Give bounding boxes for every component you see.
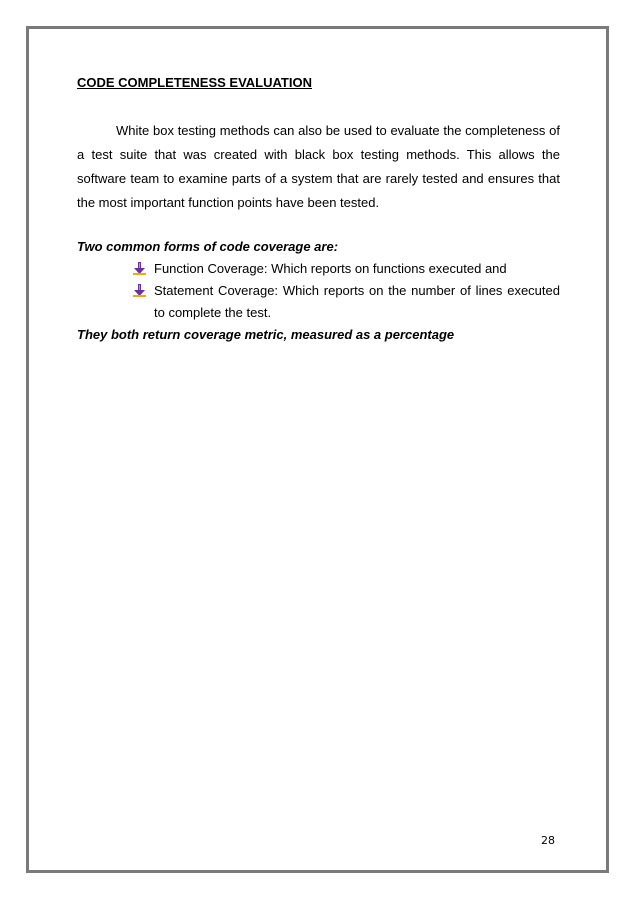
page-number: 28 [541, 834, 555, 847]
closing-statement: They both return coverage metric, measured as a percentage [77, 327, 455, 342]
document-body [77, 73, 560, 346]
section-heading: CODE COMPLETENESS EVALUATION [77, 75, 312, 90]
list-item-text: Function Coverage: Which reports on functions executed and [154, 261, 507, 276]
intro-paragraph: White box testing methods can also be used to evaluate the completeness of a test suite that was created with black box testing methods. This allows the software team to examine parts of a system that are rarely tested and ensures that the most important function points have been tested. [77, 123, 560, 210]
coverage-list [77, 258, 560, 324]
list-item-text: Statement Coverage: Which reports on the number of lines executed to complete the test. [154, 283, 560, 320]
coverage-subheading: Two common forms of code coverage are: [77, 239, 339, 254]
list-item [77, 258, 560, 280]
arrow-down-bullet-icon [133, 262, 146, 275]
arrow-down-bullet-icon [133, 284, 146, 297]
list-item [77, 280, 560, 324]
